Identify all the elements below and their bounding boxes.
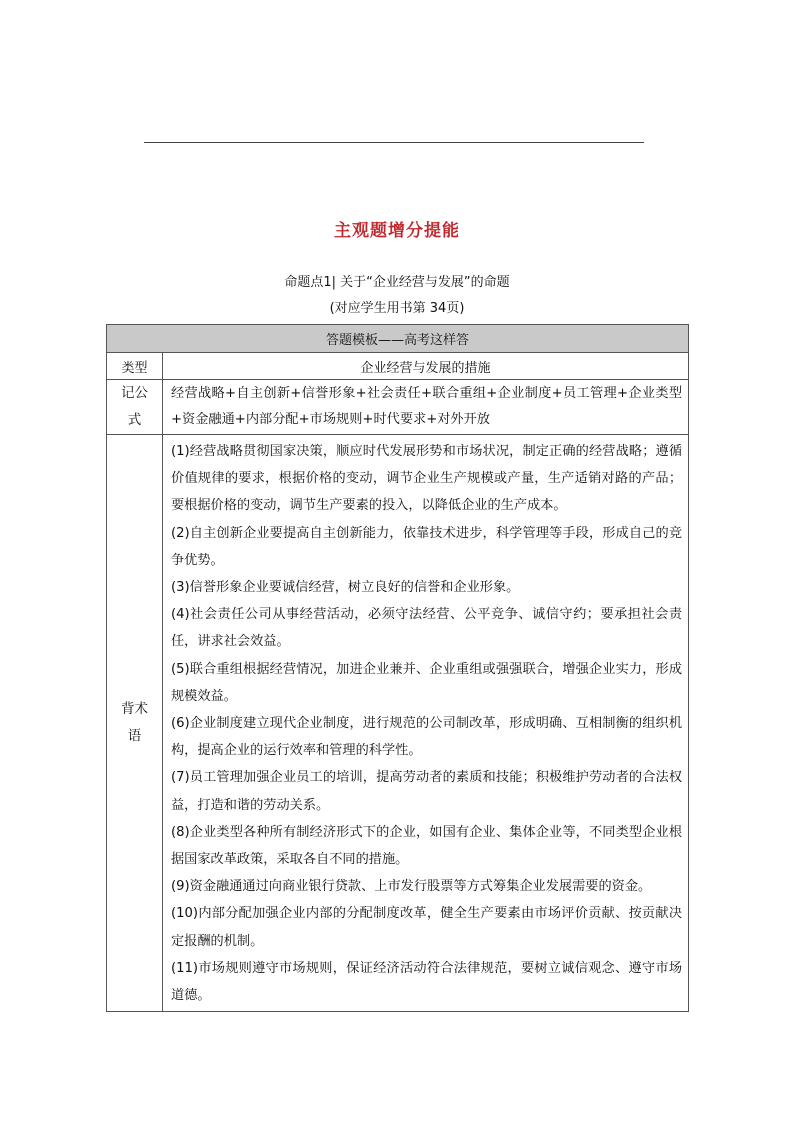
- formula-text: 经营战略+自主创新+信誉形象+社会责任+联合重组+企业制度+员工管理+企业类型+资金融通+内部分配+市场规则+时代要求+对外开放: [163, 380, 689, 435]
- column-header-type: 类型: [107, 353, 163, 380]
- point-7: (7)员工管理加强企业员工的培训，提高劳动者的素质和技能；积极维护劳动者的合法权益，打造和谐的劳动关系。: [171, 770, 683, 813]
- recite-row: [107, 435, 689, 1012]
- topic-line: 命题点1| 关于“企业经营与发展”的命题: [284, 275, 510, 290]
- column-header-measures: 企业经营与发展的措施: [163, 353, 689, 380]
- page-reference: (对应学生用书第 34页): [329, 301, 465, 316]
- section-title: 主观题增分提能: [334, 221, 460, 241]
- formula-row: [107, 380, 689, 435]
- table-banner-row: [107, 325, 689, 353]
- point-5: (5)联合重组根据经营情况，加进企业兼并、企业重组或强强联合，增强企业实力，形成规模效益。: [171, 661, 683, 704]
- formula-label-line-1: 记公: [121, 385, 148, 401]
- table-header-row: [107, 353, 689, 380]
- point-9: (9)资金融通通过向商业银行贷款、上市发行股票等方式筹集企业发展需要的资金。: [171, 879, 652, 895]
- recite-label: [107, 435, 163, 1012]
- point-1: (1)经营战略贯彻国家决策，顺应时代发展形势和市场状况，制定正确的经营战略；遵循价值规律的要求，根据价格的变动，调节企业生产规模或产量，生产适销对路的产品；要根据价格的变动，调节生产要素的投入，以降低企业的生产成本。: [171, 444, 683, 514]
- point-11: (11)市场规则遵守市场规则，保证经济活动符合法律规范，要树立诚信观念、遵守市场道德。: [171, 960, 683, 1004]
- table-banner: 答题模板——高考这样答: [107, 325, 689, 353]
- formula-label-line-2: 式: [127, 412, 142, 428]
- recite-points: [163, 435, 689, 1012]
- point-2: (2)自主创新企业要提高自主创新能力，依靠技术进步，科学管理等手段，形成自己的竞争优势。: [171, 525, 683, 568]
- recite-label-line-1: 背术: [121, 701, 148, 718]
- recite-label-line-2: 语: [127, 728, 142, 745]
- point-3: (3)信誉形象企业要诚信经营，树立良好的信誉和企业形象。: [171, 580, 520, 596]
- header-rule: [144, 142, 644, 143]
- formula-label: [107, 380, 163, 435]
- point-6: (6)企业制度建立现代企业制度，进行规范的公司制改革，形成明确、互相制衡的组织机构，提高企业的运行效率和管理的科学性。: [171, 716, 683, 759]
- point-10: (10)内部分配加强企业内部的分配制度改革，健全生产要素由市场评价贡献、按贡献决定报酬的机制。: [171, 906, 683, 949]
- point-4: (4)社会责任公司从事经营活动，必须守法经营、公平竞争、诚信守约；要承担社会责任，讲求社会效益。: [171, 607, 683, 650]
- point-8: (8)企业类型各种所有制经济形式下的企业，如国有企业、集体企业等，不同类型企业根据国家改革政策，采取各自不同的措施。: [171, 824, 683, 868]
- answer-template-table: [106, 324, 689, 1012]
